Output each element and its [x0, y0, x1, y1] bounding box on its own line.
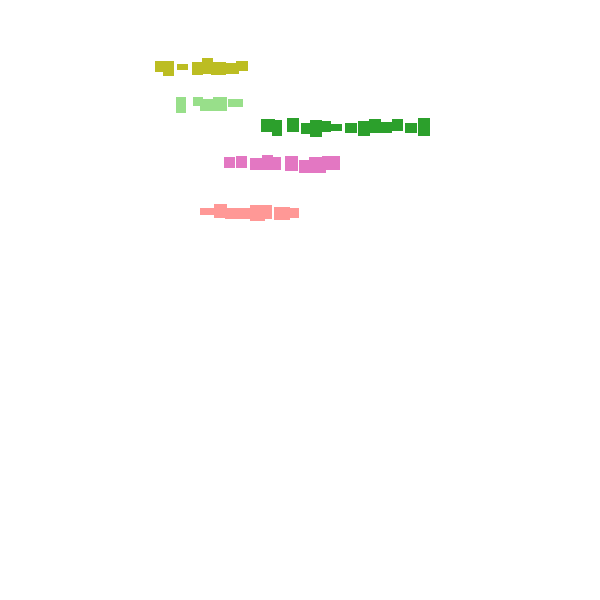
salmon-block: [274, 207, 290, 220]
olive-block: [211, 62, 226, 75]
green-block: [358, 121, 370, 136]
pink-block: [299, 160, 311, 173]
olive-block: [202, 58, 213, 74]
green-block: [287, 118, 299, 132]
green-block: [272, 120, 282, 136]
pink-block: [322, 156, 340, 170]
green-block: [369, 119, 381, 133]
pink-block: [285, 156, 298, 171]
olive-block: [155, 61, 165, 72]
salmon-block: [260, 205, 272, 219]
green-block: [379, 122, 392, 133]
green-block: [261, 119, 275, 132]
pink-block: [309, 157, 326, 173]
green-block: [345, 123, 357, 133]
pink-block: [224, 157, 235, 168]
green-block: [405, 123, 417, 133]
olive-block: [192, 62, 203, 75]
pink-block: [271, 157, 281, 170]
green-block: [392, 119, 403, 131]
light-green-block: [193, 97, 203, 106]
pink-block: [236, 156, 247, 168]
green-block: [301, 123, 311, 134]
light-green-block: [200, 99, 213, 111]
salmon-block: [200, 208, 216, 215]
green-block: [418, 118, 430, 136]
green-block: [330, 124, 342, 131]
olive-block: [163, 61, 174, 76]
light-green-block: [228, 99, 243, 107]
salmon-block: [288, 208, 299, 218]
salmon-block: [225, 208, 237, 219]
pink-block: [262, 155, 273, 170]
green-block: [310, 120, 322, 137]
salmon-block: [235, 208, 251, 219]
olive-block: [236, 61, 248, 71]
olive-block: [226, 63, 239, 74]
light-green-block: [176, 97, 186, 113]
light-green-block: [213, 97, 227, 111]
green-block: [320, 121, 331, 132]
pink-block: [250, 158, 264, 170]
salmon-block: [214, 204, 227, 218]
olive-block: [177, 64, 188, 70]
salmon-block: [250, 205, 265, 221]
